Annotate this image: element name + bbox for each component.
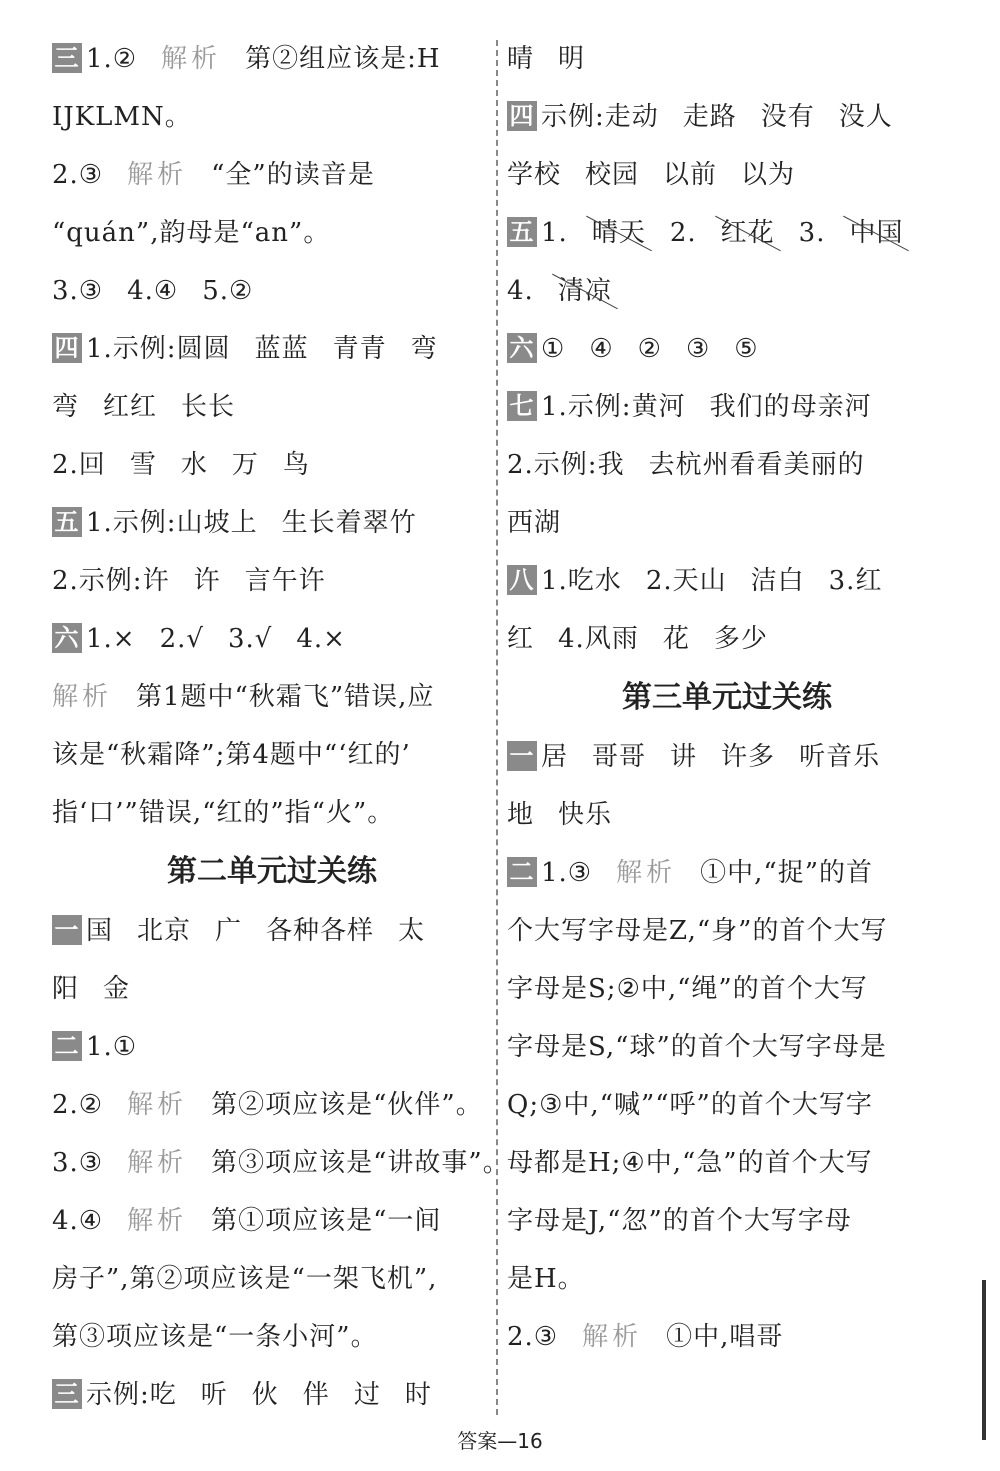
answer-text: 过 [353, 1380, 381, 1410]
answer-line [52, 378, 492, 436]
answer-line [52, 1366, 492, 1424]
answer-line [52, 436, 492, 494]
answer-text: 花 [662, 624, 690, 654]
answer-text: 示例:走动 [541, 102, 659, 132]
answer-text: 没有 [760, 102, 815, 132]
answer-line [52, 1076, 492, 1134]
answer-line [52, 204, 492, 262]
struck-answer: 红花 [721, 204, 775, 262]
answer-line [52, 552, 492, 610]
answer-text: 言午许 [244, 566, 326, 596]
answer-text: 3. [798, 218, 826, 248]
answer-text: 国 [86, 916, 114, 946]
answer-text: 万 [231, 450, 259, 480]
answer-line [507, 1192, 947, 1250]
answer-line [52, 784, 492, 842]
answer-text: 是H。 [507, 1264, 585, 1294]
section-number-badge: 一 [507, 741, 537, 771]
answer-line [507, 1018, 947, 1076]
answer-text: ③ [685, 334, 711, 364]
answer-line [507, 30, 947, 88]
answer-line [507, 552, 947, 610]
answer-text: ④ [589, 334, 614, 364]
answer-text: 1. [541, 218, 568, 248]
answer-text: 4. [507, 276, 534, 306]
answer-text: 2.√ [159, 624, 204, 654]
answer-text: 2.③ [507, 1322, 559, 1352]
section-number-badge: 三 [52, 43, 82, 73]
answer-line [507, 1134, 947, 1192]
answer-text: ② [637, 334, 662, 364]
section-number-badge: 一 [52, 915, 82, 945]
section-number-badge: 七 [507, 391, 537, 421]
answer-text: 讲 [670, 742, 698, 772]
section-number-badge: 五 [52, 507, 82, 537]
answer-line [507, 1076, 947, 1134]
answer-line [52, 146, 492, 204]
answer-text: 各种各样 [266, 916, 375, 946]
answer-line [52, 1134, 510, 1192]
answer-line [507, 494, 947, 552]
answer-text: 字母是J,“忽”的首个大写字母 [507, 1206, 852, 1236]
answer-text: 3.√ [227, 624, 273, 654]
answer-line [507, 204, 947, 262]
answer-text: 4.× [296, 624, 346, 654]
section-number-badge: 三 [52, 1379, 82, 1409]
answer-line [52, 610, 492, 668]
answer-text: 1.示例:圆圆 [86, 334, 231, 364]
section-number-badge: 四 [507, 101, 537, 131]
analysis-tag: 解析 [616, 858, 677, 888]
answer-text: 快乐 [558, 800, 613, 830]
answer-line [507, 610, 947, 668]
struck-answer: 清凉 [558, 262, 612, 320]
answer-text: 2.示例:许 [52, 566, 170, 596]
answer-text: 以为 [741, 160, 796, 190]
answer-text: 洁白 [750, 566, 805, 596]
page-edge-mark [982, 1280, 986, 1440]
answer-text: 3.红 [828, 566, 883, 596]
answer-text: 第③项应该是“讲故事”。 [211, 1148, 510, 1178]
answer-line [52, 1192, 492, 1250]
section-number-badge: 六 [507, 333, 537, 363]
answer-line [507, 1308, 947, 1366]
answer-text: 弯 [52, 392, 80, 422]
answer-text: 第②组应该是:H [245, 44, 441, 74]
answer-line [507, 1250, 947, 1308]
answer-text: 许多 [721, 742, 776, 772]
answer-text: ① [541, 334, 566, 364]
answer-line [52, 1018, 492, 1076]
answer-text: 广 [215, 916, 243, 946]
answer-text: 伙 [251, 1380, 279, 1410]
answer-text: 长长 [181, 392, 236, 422]
answer-text: 多少 [713, 624, 768, 654]
answer-text: 北京 [137, 916, 192, 946]
answer-text: IJKLMN。 [52, 102, 192, 132]
answer-text: 2.示例:我 [507, 450, 625, 480]
answer-line [507, 378, 947, 436]
answer-text: 第①项应该是“一间 [211, 1206, 442, 1236]
answer-text: 1.① [86, 1032, 138, 1062]
answer-text: 走路 [682, 102, 737, 132]
answer-text: Q;③中,“喊”“呼”的首个大写字 [507, 1090, 873, 1120]
answer-text: 蓝蓝 [254, 334, 309, 364]
answer-text: “quán”,韵母是“an”。 [52, 218, 331, 248]
section-number-badge: 六 [52, 623, 82, 653]
answer-text: 指‘口’”错误,“红的”指“火”。 [52, 798, 395, 828]
analysis-tag: 解析 [127, 160, 188, 190]
answer-text: 2. [669, 218, 697, 248]
struck-answer: 中国 [849, 204, 903, 262]
analysis-tag: 解析 [582, 1322, 643, 1352]
left-column [52, 30, 510, 1424]
answer-line [507, 146, 947, 204]
answer-line [507, 436, 947, 494]
section-number-badge: 二 [507, 857, 537, 887]
answer-text: 去杭州看看美丽的 [648, 450, 865, 480]
answer-line [52, 262, 492, 320]
answer-text: 许 [193, 566, 221, 596]
answer-text: 第③项应该是“一条小河”。 [52, 1322, 378, 1352]
answer-text: 水 [180, 450, 208, 480]
answer-text: ①中,“捉”的首 [700, 858, 873, 888]
answer-text: 该是“秋霜降”;第4题中“‘红的’ [52, 740, 411, 770]
answer-text: 1.③ [541, 858, 593, 888]
right-column [507, 30, 947, 1366]
answer-text: 字母是S,“球”的首个大写字母是 [507, 1032, 887, 1062]
analysis-tag: 解析 [52, 682, 113, 712]
answer-text: 4.④ [127, 276, 179, 306]
answer-text: 个大写字母是Z,“身”的首个大写 [507, 916, 888, 946]
answer-text: 示例:吃 [86, 1380, 177, 1410]
answer-text: 4.风雨 [558, 624, 639, 654]
answer-text: 2.回 [52, 450, 106, 480]
unit-heading: 第三单元过关练 [622, 680, 832, 715]
analysis-tag: 解析 [161, 44, 222, 74]
answer-text: 晴 [507, 44, 535, 74]
answer-text: 太 [398, 916, 426, 946]
answer-text: 1.吃水 [541, 566, 622, 596]
answer-text: 母都是H;④中,“急”的首个大写 [507, 1148, 873, 1178]
answer-text: 我们的母亲河 [709, 392, 872, 422]
answer-text: 1.② [86, 44, 138, 74]
answer-text: 生长着翠竹 [281, 508, 417, 538]
answer-text: 校园 [585, 160, 640, 190]
answer-text: 3.③ [52, 1148, 104, 1178]
answer-text: 2.② [52, 1090, 104, 1120]
answer-line [52, 320, 492, 378]
answer-line [52, 902, 492, 960]
answer-text: 听音乐 [799, 742, 881, 772]
answer-text: 明 [558, 44, 586, 74]
answer-text: 以前 [663, 160, 718, 190]
answer-text: 弯 [410, 334, 438, 364]
answer-line [507, 320, 947, 378]
answer-line [52, 726, 492, 784]
answer-line [507, 844, 947, 902]
answer-text: 第②项应该是“伙伴”。 [211, 1090, 483, 1120]
answer-text: 3.③ [52, 276, 104, 306]
section-number-badge: 八 [507, 565, 537, 595]
analysis-tag: 解析 [127, 1206, 188, 1236]
unit-heading: 第二单元过关练 [167, 854, 377, 889]
answer-text: 鸟 [282, 450, 310, 480]
answer-text: 听 [200, 1380, 228, 1410]
answer-text: 哥哥 [592, 742, 647, 772]
column-divider [496, 40, 498, 1415]
answer-text: 金 [103, 974, 131, 1004]
answer-text: 2.③ [52, 160, 104, 190]
answer-text: 字母是S;②中,“绳”的首个大写 [507, 974, 868, 1004]
answer-text: 第1题中“秋霜飞”错误,应 [136, 682, 435, 712]
answer-text: 学校 [507, 160, 562, 190]
answer-line [52, 1308, 492, 1366]
answer-line [507, 88, 947, 146]
answer-text: 青青 [332, 334, 387, 364]
answer-line [507, 960, 947, 1018]
answer-line [52, 960, 492, 1018]
answer-text: 红 [507, 624, 535, 654]
analysis-tag: 解析 [127, 1148, 188, 1178]
answer-line [52, 668, 492, 726]
answer-text: 1.示例:黄河 [541, 392, 686, 422]
answer-line [507, 786, 947, 844]
answer-line [507, 902, 947, 960]
answer-text: 居 [541, 742, 569, 772]
answer-text: 房子”,第②项应该是“一架飞机”, [52, 1264, 438, 1294]
answer-text: 红红 [103, 392, 158, 422]
answer-text: ⑤ [734, 334, 759, 364]
answer-text: 地 [507, 800, 535, 830]
answer-line [52, 88, 492, 146]
answer-text: 阳 [52, 974, 80, 1004]
section-number-badge: 四 [52, 333, 82, 363]
answer-text: 没人 [838, 102, 893, 132]
answer-text: 1.× [86, 624, 136, 654]
answer-line [507, 728, 947, 786]
answer-line [507, 262, 947, 320]
answer-text: 伴 [302, 1380, 330, 1410]
answer-line [52, 1250, 492, 1308]
answer-text: 4.④ [52, 1206, 104, 1236]
answer-text: 2.天山 [645, 566, 727, 596]
answer-text: “全”的读音是 [211, 160, 375, 190]
page-footer: 答案—16 [457, 1429, 543, 1453]
answer-text: ①中,唱哥 [666, 1322, 784, 1352]
answer-line [52, 30, 492, 88]
answer-line [52, 494, 492, 552]
section-number-badge: 二 [52, 1031, 82, 1061]
answer-text: 5.② [202, 276, 254, 306]
answer-text: 1.示例:山坡上 [86, 508, 258, 538]
answer-text: 时 [404, 1380, 432, 1410]
analysis-tag: 解析 [127, 1090, 188, 1120]
answer-text: 西湖 [507, 508, 562, 538]
answer-text: 雪 [129, 450, 157, 480]
section-number-badge: 五 [507, 217, 537, 247]
struck-answer: 晴天 [592, 204, 646, 262]
